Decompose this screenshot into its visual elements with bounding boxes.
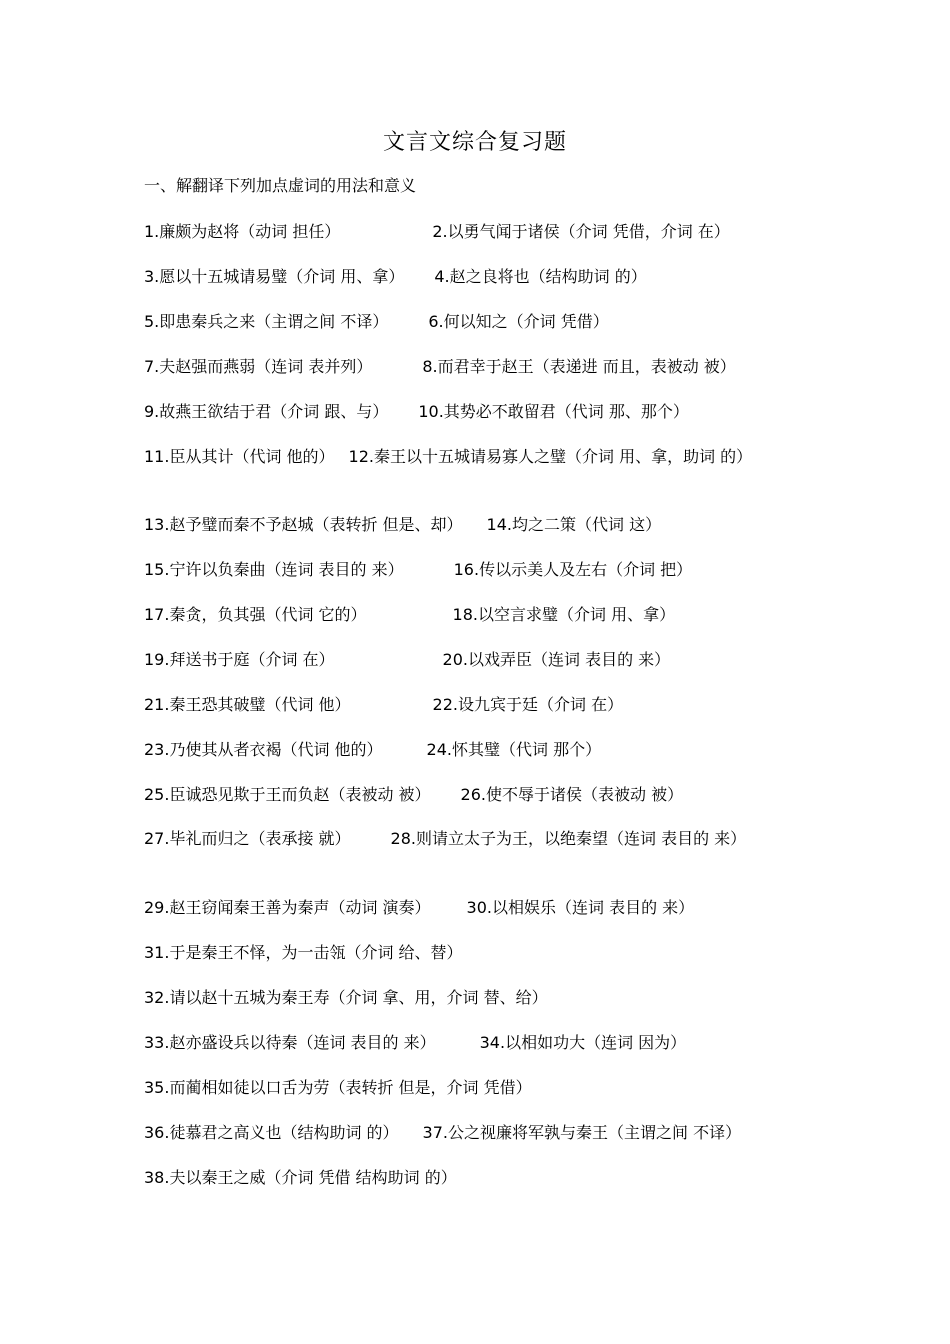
exercise-item: 11.臣从其计（代词 他的） — [144, 447, 335, 466]
exercise-line — [144, 738, 800, 762]
exercise-item: 38.夫以秦王之威（介词 凭借 结构助词 的） — [144, 1168, 457, 1187]
exercise-item: 16.传以示美人及左右（介词 把） — [453, 560, 693, 579]
exercise-item: 28.则请立太子为王，以绝秦望（连词 表目的 来） — [390, 829, 747, 848]
exercise-item: 7.夫赵强而燕弱（连词 表并列） — [144, 357, 373, 376]
exercise-item: 19.拜送书于庭（介词 在） — [144, 650, 335, 669]
exercise-line — [144, 1121, 800, 1145]
exercise-item: 31.于是秦王不怿，为一击瓴（介词 给、替） — [144, 943, 463, 962]
exercise-item: 32.请以赵十五城为秦王寿（介词 拿、用，介词 替、给） — [144, 988, 548, 1007]
exercise-line — [144, 1166, 800, 1190]
exercise-item: 6.何以知之（介词 凭借） — [428, 312, 609, 331]
page-title: 文言文综合复习题 — [382, 130, 567, 155]
exercise-line — [144, 355, 800, 379]
exercise-line — [144, 265, 800, 289]
exercise-item: 10.其势必不敢留君（代词 那、那个） — [418, 402, 689, 421]
exercise-line — [144, 558, 800, 582]
exercise-item: 2.以勇气闻于诸侯（介词 凭借，介词 在） — [432, 222, 730, 241]
exercise-item: 25.臣诚恐见欺于王而负赵（表被动 被） — [144, 785, 431, 804]
exercise-line — [144, 783, 800, 807]
exercise-item: 1.廉颇为赵将（动词 担任） — [144, 222, 341, 241]
exercise-item: 14.均之二策（代词 这） — [486, 515, 662, 534]
section-heading: 一、解翻译下列加点虚词的用法和意义 — [144, 176, 417, 195]
exercise-item: 27.毕礼而归之（表承接 就） — [144, 829, 351, 848]
exercise-item: 22.设九宾于廷（介词 在） — [432, 695, 624, 714]
exercise-line — [144, 693, 800, 717]
exercise-item: 33.赵亦盛设兵以待秦（连词 表目的 来） — [144, 1033, 436, 1052]
exercise-item: 13.赵予璧而秦不予赵城（表转折 但是、却） — [144, 515, 463, 534]
exercise-item: 26.使不辱于诸侯（表被动 被） — [460, 785, 684, 804]
exercise-item: 30.以相娱乐（连词 表目的 来） — [466, 898, 695, 917]
exercise-item: 9.故燕王欲结于君（介词 跟、与） — [144, 402, 389, 421]
exercise-item: 8.而君幸于赵王（表递进 而且，表被动 被） — [422, 357, 736, 376]
exercise-line — [144, 986, 800, 1010]
exercise-item: 17.秦贪，负其强（代词 它的） — [144, 605, 367, 624]
exercise-item: 21.秦王恐其破璧（代词 他） — [144, 695, 351, 714]
exercise-line — [144, 1031, 800, 1055]
exercise-item: 15.宁许以负秦曲（连词 表目的 来） — [144, 560, 404, 579]
exercise-item: 36.徒慕君之高义也（结构助词 的） — [144, 1123, 399, 1142]
exercise-item: 37.公之视廉将军孰与秦王（主谓之间 不译） — [422, 1123, 742, 1142]
exercise-item: 5.即患秦兵之来（主谓之间 不译） — [144, 312, 389, 331]
exercise-item: 34.以相如功大（连词 因为） — [479, 1033, 687, 1052]
exercise-line — [144, 648, 800, 672]
exercise-line — [144, 1076, 800, 1100]
exercise-line — [144, 310, 800, 334]
exercise-item: 24.怀其璧（代词 那个） — [426, 740, 602, 759]
exercise-line — [144, 603, 800, 627]
exercise-line — [144, 827, 784, 851]
exercise-line — [144, 941, 800, 965]
exercise-line — [144, 220, 800, 244]
exercise-item: 29.赵王窃闻秦王善为秦声（动词 演奏） — [144, 898, 431, 917]
exercise-item: 23.乃使其从者衣褐（代词 他的） — [144, 740, 383, 759]
exercise-item: 4.赵之良将也（结构助词 的） — [434, 267, 647, 286]
exercise-item: 35.而蔺相如徒以口舌为劳（表转折 但是，介词 凭借） — [144, 1078, 532, 1097]
exercise-line — [144, 400, 800, 424]
exercise-line — [144, 896, 800, 920]
exercise-item: 3.愿以十五城请易璧（介词 用、拿） — [144, 267, 405, 286]
exercise-item: 12.秦王以十五城请易寡人之璧（介词 用、拿，助词 的） — [348, 447, 753, 466]
exercise-item: 20.以戏弄臣（连词 表目的 来） — [442, 650, 671, 669]
exercise-line — [144, 513, 800, 537]
exercise-line — [144, 445, 784, 469]
exercise-item: 18.以空言求璧（介词 用、拿） — [452, 605, 676, 624]
